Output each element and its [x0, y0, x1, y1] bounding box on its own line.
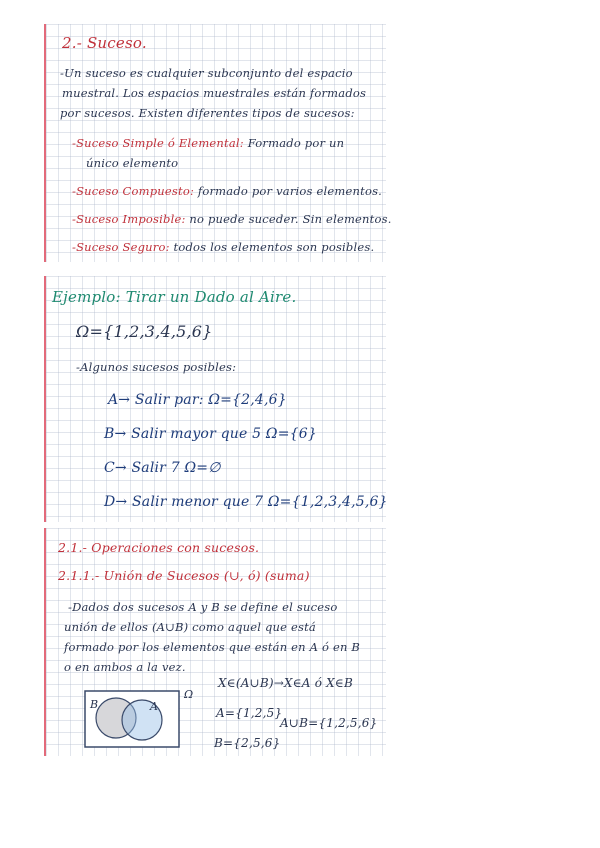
union-def-line: formado por los elementos que están en A ó en B — [64, 640, 361, 654]
set-b: B={2,5,6} — [214, 736, 281, 750]
type-compuesto — [72, 184, 382, 198]
type-name: -Suceso Simple ó Elemental: — [72, 136, 244, 150]
event-set: Ω={2,4,6} — [208, 392, 287, 408]
example-label: Ejemplo: — [52, 288, 121, 306]
type-name: -Suceso Compuesto: — [72, 184, 195, 198]
union-def-line: o en ambos a la vez. — [64, 660, 186, 674]
event-label: D→ Salir menor que 7 — [104, 494, 264, 510]
event-set: Ω=∅ — [184, 460, 221, 476]
type-imposible — [72, 212, 392, 226]
event-set: Ω={6} — [265, 426, 317, 442]
definition-line: muestral. Los espacios muestrales están formados — [62, 86, 367, 100]
union-title: 2.1.1.- Unión de Sucesos — [58, 568, 220, 583]
set-a: A={1,2,5} — [216, 706, 283, 720]
subsection-title-operaciones: 2.1.- Operaciones con sucesos. — [58, 540, 260, 555]
union-formula: X∈(A∪B)→X∈A ó X∈B — [218, 676, 353, 690]
event-d — [104, 494, 388, 510]
type-simple — [72, 136, 344, 150]
event-b — [104, 426, 317, 442]
union-def-line: -Dados dos sucesos A y B se define el suceso — [68, 600, 338, 614]
event-set: Ω={1,2,3,4,5,6} — [267, 494, 388, 510]
venn-label-omega: Ω — [184, 688, 194, 701]
subsubsection-title-union — [58, 568, 310, 583]
type-desc: Formado por un — [247, 136, 345, 150]
type-name: -Suceso Imposible: — [72, 212, 186, 226]
event-c — [104, 460, 221, 476]
type-desc: no puede suceder. Sin elementos. — [189, 212, 392, 226]
type-desc: todos los elementos son posibles. — [173, 240, 375, 254]
type-seguro — [72, 240, 374, 254]
venn-label-b: B — [90, 698, 99, 711]
union-def-line: unión de ellos (A∪B) como aquel que está — [64, 620, 316, 634]
event-label: C→ Salir 7 — [104, 460, 180, 476]
section-title-suceso: 2.- Suceso. — [62, 34, 147, 52]
some-events-label: -Algunos sucesos posibles: — [76, 360, 237, 374]
event-label: A→ Salir par: — [108, 392, 204, 408]
type-desc-continued: único elemento — [86, 156, 179, 170]
union-symbol: (∪, ó) (suma) — [223, 568, 310, 583]
definition-line: por sucesos. Existen diferentes tipos de sucesos: — [60, 106, 355, 120]
type-desc: formado por varios elementos. — [197, 184, 383, 198]
sample-space: Ω={1,2,3,4,5,6} — [76, 322, 213, 341]
example-heading — [52, 288, 296, 306]
definition-line: -Un suceso es cualquier subconjunto del espacio — [60, 66, 353, 80]
set-union: A∪B={1,2,5,6} — [280, 716, 378, 730]
event-label: B→ Salir mayor que 5 — [104, 426, 262, 442]
type-name: -Suceso Seguro: — [72, 240, 170, 254]
event-a — [108, 392, 287, 408]
venn-label-a: A — [150, 700, 159, 713]
example-text: Tirar un Dado al Aire. — [125, 288, 297, 306]
